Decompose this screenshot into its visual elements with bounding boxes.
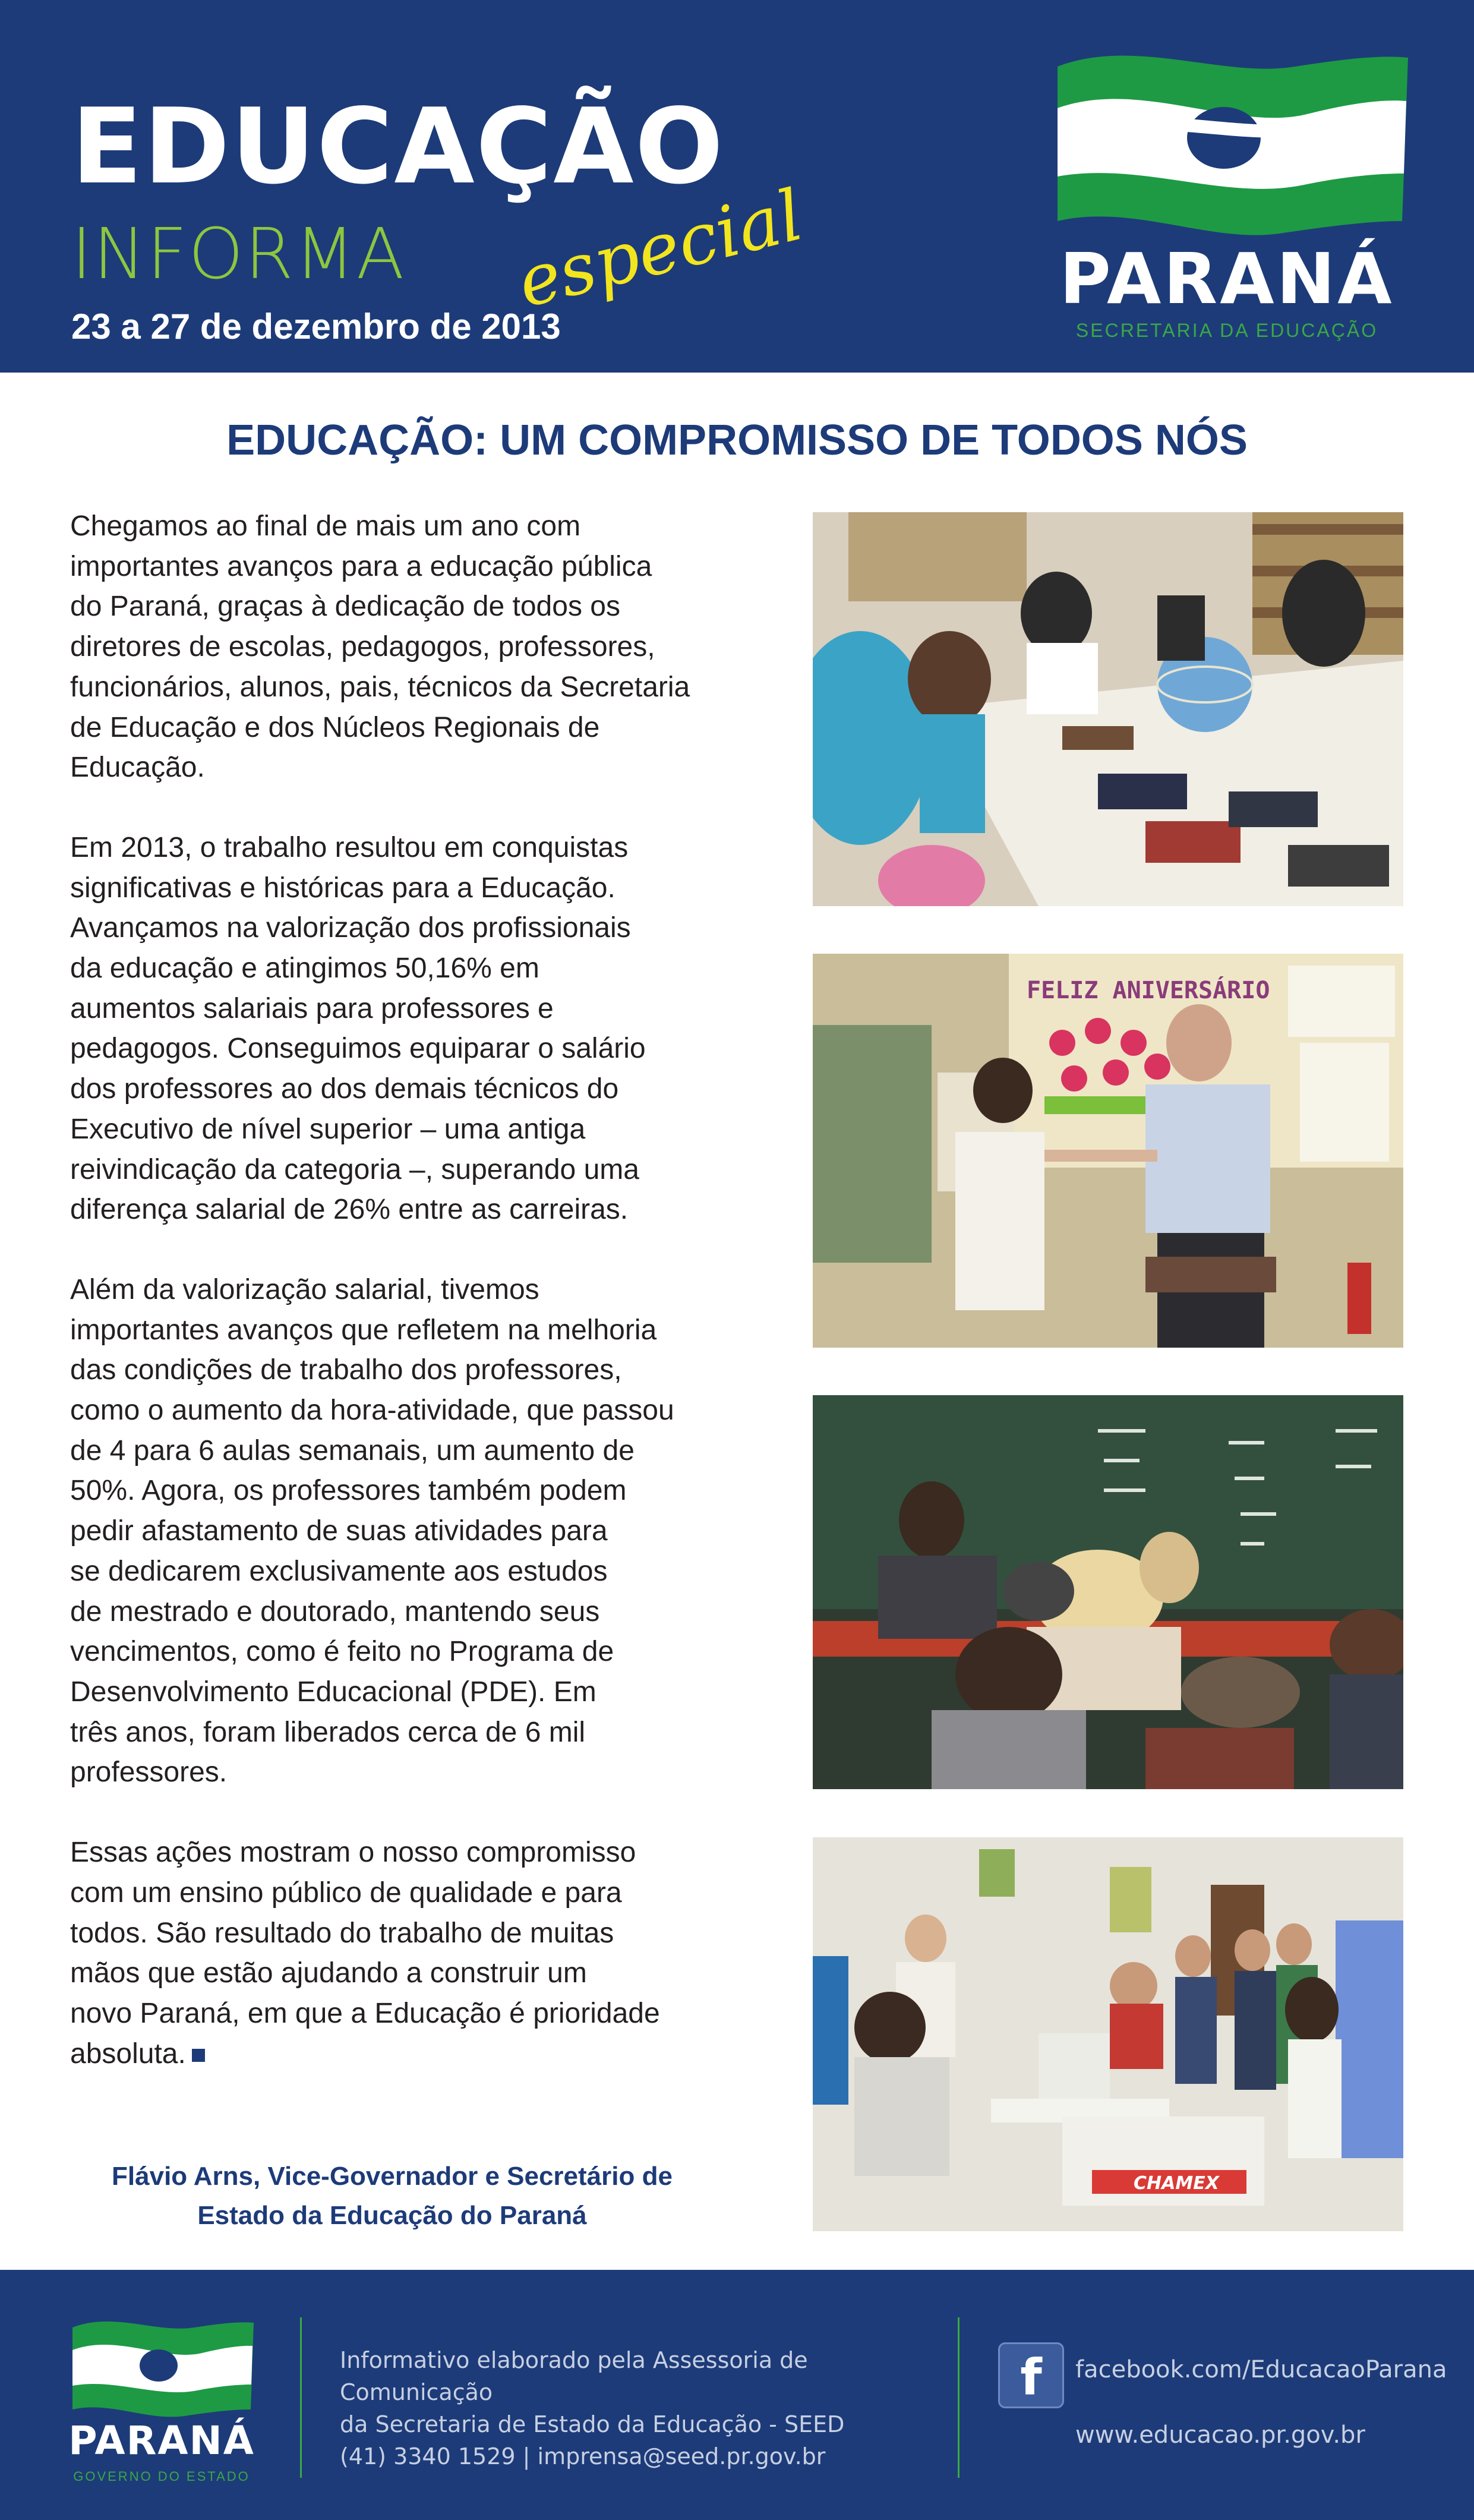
special-edition-label: especial xyxy=(509,174,811,324)
footer-info xyxy=(340,2344,934,2472)
newsletter-title: EDUCAÇÃO xyxy=(71,87,725,207)
newsletter-subtitle: INFORMA xyxy=(71,213,406,295)
end-mark-icon xyxy=(192,2049,205,2062)
header-banner xyxy=(0,0,1474,373)
chamex-box-label: CHAMEX xyxy=(1134,2173,1219,2194)
birthday-greeting-photo xyxy=(813,954,1403,1348)
footer-brand-sub: GOVERNO DO ESTADO xyxy=(73,2469,250,2484)
author-signature xyxy=(59,2157,725,2235)
article-paragraph: Chegamos ao final de mais um ano com importantes avanços para a educação pública do Paraná, graças à dedicação de todos os diretores de escolas, pedagogos, professores, funcionários, alunos, pais, técnicos da Secretaria de Educação e dos Núcleos Regionais de Educação. xyxy=(70,510,690,784)
facebook-icon[interactable] xyxy=(998,2342,1064,2408)
footer-banner xyxy=(0,2270,1474,2520)
footer-divider xyxy=(300,2317,302,2478)
footer-info-line-2: da Secretaria de Estado da Educação - SEED xyxy=(340,2411,845,2437)
article-body xyxy=(70,506,789,2114)
parana-brand: PARANÁ xyxy=(1059,238,1394,320)
footer-divider xyxy=(958,2317,959,2478)
birthday-banner-text: FELIZ ANIVERSÁRIO xyxy=(1027,977,1270,1004)
facebook-glyph: f xyxy=(1020,2348,1042,2407)
parana-flag-icon xyxy=(1046,43,1414,239)
article-headline: EDUCAÇÃO: UM COMPROMISSO DE TODOS NÓS xyxy=(226,417,1248,464)
article-paragraph: Em 2013, o trabalho resultou em conquistas significativas e históricas para a Educação. Avançamos na valorização dos profissionais da educação e atingimos 50,16% em aumentos salariais para professores e pedagogos. Conseguimos equiparar o salário dos professores ao dos demais técnicos do Executivo de nível superior – uma antiga reivindicação da categoria –, superando uma diferença salarial de 26% entre as carreiras. xyxy=(70,831,646,1226)
footer-brand: PARANÁ xyxy=(68,2418,255,2464)
article-paragraph-text: Essas ações mostram o nosso compromisso com um ensino público de qualidade e para todos. São resultado do trabalho de muitas mãos que estão ajudando a construir um novo Paraná, em que a Educação é prioridade absoluta. xyxy=(70,1837,660,2070)
classroom-blackboard-photo xyxy=(813,1395,1403,1789)
website-link[interactable]: www.educacao.pr.gov.br xyxy=(1075,2421,1365,2449)
classroom-library-photo xyxy=(813,512,1403,906)
footer-info-line-1: Informativo elaborado pela Assessoria de Comunicação xyxy=(340,2347,808,2405)
parana-brand-sub: SECRETARIA DA EDUCAÇÃO xyxy=(1075,320,1378,341)
author-line-2: Estado da Educação do Paraná xyxy=(197,2201,587,2230)
footer-info-line-3: (41) 3340 1529 | imprensa@seed.pr.gov.br xyxy=(340,2443,826,2469)
edition-date: 23 a 27 de dezembro de 2013 xyxy=(71,307,561,346)
office-staff-photo xyxy=(813,1837,1403,2231)
parana-flag-small-icon xyxy=(67,2314,257,2418)
article-paragraph-last xyxy=(70,1833,789,2074)
author-line-1: Flávio Arns, Vice-Governador e Secretário de xyxy=(112,2162,673,2191)
facebook-link[interactable]: facebook.com/EducacaoParana xyxy=(1075,2356,1447,2383)
article-paragraph: Além da valorização salarial, tivemos importantes avanços que refletem na melhoria das condições de trabalho dos professores, como o aumento da hora-atividade, que passou de 4 para 6 aulas semanais, um aumento de 50%. Agora, os professores também podem pedir afastamento de suas atividades para se dedicarem exclusivamente aos estudos de mestrado e doutorado, mantendo seus vencimentos, como é feito no Programa de Desenvolvimento Educacional (PDE). Em três anos, foram liberados cerca de 6 mil professores. xyxy=(70,1273,674,1789)
